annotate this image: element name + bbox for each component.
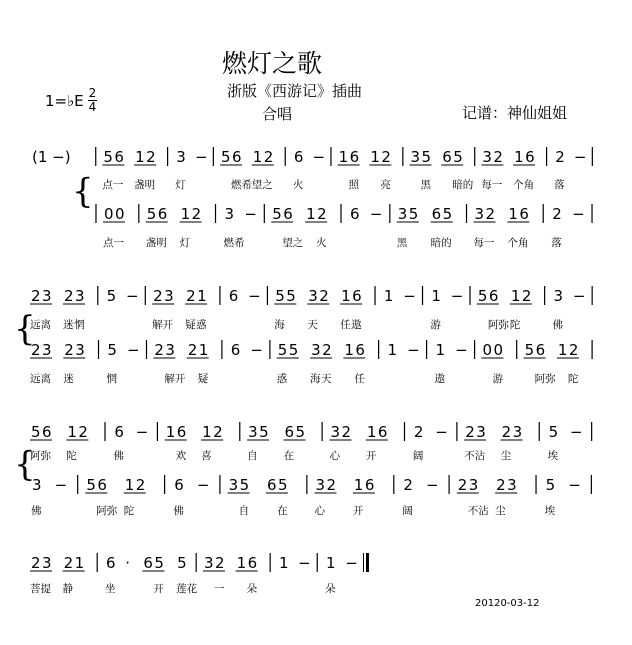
lyric-0-1-6: 黑 xyxy=(396,237,408,249)
note-s3-t0-8b: 2 xyxy=(214,554,225,572)
note-s1-t1-4: − xyxy=(126,341,140,359)
note-s2-t1-13a: 1 xyxy=(353,476,364,494)
lyric-1-0-3: 解开 xyxy=(152,319,174,331)
note-s2-t0-0a: 5 xyxy=(31,423,41,441)
lyric-2-1-3: 佛 xyxy=(173,505,184,517)
lyric-2-0-9: 阔 xyxy=(412,450,424,462)
lyric-2-0-8: 开 xyxy=(365,450,377,462)
note-s2-t0-21: 5 xyxy=(548,423,559,441)
note-s1-t0-10: − xyxy=(248,287,261,305)
note-s1-t1-6a: 2 xyxy=(154,341,164,359)
lyric-0-0-2: 灯 xyxy=(175,179,186,191)
note-s2-t1-22: − xyxy=(568,476,581,494)
lyric-2-1-5: 在 xyxy=(276,505,288,517)
note-s1-t0-13a: 3 xyxy=(308,287,318,305)
note-s0-t1-1b: 0 xyxy=(114,205,125,223)
note-s2-t0-7a: 1 xyxy=(202,423,212,441)
lyric-1-1-9: 遨 xyxy=(434,373,445,385)
lyric-1-1-5: 惑 xyxy=(276,373,288,385)
note-s1-t1-25a: 1 xyxy=(557,341,568,359)
note-s1-t0-23a: 1 xyxy=(510,287,521,305)
note-s3-t0-11: 1 xyxy=(278,554,289,572)
note-s1-t1-13b: 2 xyxy=(322,341,332,359)
note-s0-t0-13a: 1 xyxy=(338,148,349,166)
lyric-1-0-5: 惑 xyxy=(196,319,207,331)
performance-type: 合唱 xyxy=(262,105,293,123)
note-s3-t0-3: 6 xyxy=(105,554,116,572)
note-s1-t1-14b: 6 xyxy=(355,341,365,359)
note-s1-t1-1a: 2 xyxy=(64,341,74,359)
note-s2-t1-18b: 3 xyxy=(468,476,479,494)
note-s1-t0-0a: 2 xyxy=(31,287,41,305)
lyric-2-1-10: 尘 xyxy=(495,505,506,517)
note-s1-t0-4: − xyxy=(126,287,139,305)
lyric-0-0-12: 落 xyxy=(554,179,565,191)
note-s2-t1-9a: 3 xyxy=(228,476,239,494)
lyric-1-0-8: 任 xyxy=(340,319,351,331)
note-s2-t1-19b: 3 xyxy=(507,476,517,494)
note-s0-t0-20a: 1 xyxy=(514,148,524,166)
lyric-0-1-9: 个角 xyxy=(507,237,529,249)
note-s0-t1-7: − xyxy=(244,205,257,223)
note-s2-t0-0b: 6 xyxy=(42,423,52,441)
lyric-1-0-1: 迷 xyxy=(62,319,74,331)
lyric-3-0-4: 莲花 xyxy=(176,583,198,595)
system-brace-2: { xyxy=(14,444,36,485)
lyric-0-1-7: 暗的 xyxy=(430,237,452,249)
note-s0-t0-16a: 3 xyxy=(410,148,421,166)
note-s2-t0-10a: 6 xyxy=(284,423,295,441)
note-s1-t1-9: 6 xyxy=(230,341,241,359)
lyric-0-0-7: 亮 xyxy=(380,179,391,191)
lyric-0-1-8: 每一 xyxy=(473,237,495,249)
note-s1-t0-20: − xyxy=(450,287,464,305)
note-s2-t0-16: − xyxy=(435,423,448,441)
lyric-3-0-6: 朵 xyxy=(246,583,258,595)
lyric-1-1-0: 远离 xyxy=(30,373,51,385)
note-s1-t0-22b: 6 xyxy=(488,287,499,305)
note-s2-t0-19a: 2 xyxy=(501,423,512,441)
note-s0-t1-4b: 2 xyxy=(191,205,202,223)
note-s0-t1-1a: 0 xyxy=(103,205,114,223)
lyric-1-1-7: 天 xyxy=(321,373,332,385)
note-s2-t1-6: 6 xyxy=(174,476,184,494)
note-s2-t0-13a: 1 xyxy=(366,423,377,441)
lyric-2-0-12: 埃 xyxy=(547,450,559,462)
note-s0-t1-19b: 6 xyxy=(519,205,529,223)
note-s1-t1-0b: 3 xyxy=(42,341,52,359)
lyric-1-1-3: 解开 xyxy=(164,373,186,385)
lyric-1-0-13: 佛 xyxy=(552,319,564,331)
note-s1-t0-0b: 3 xyxy=(42,287,52,305)
note-s2-t1-9b: 5 xyxy=(239,476,250,494)
lyric-2-1-2: 陀 xyxy=(123,505,135,517)
lyric-1-1-11: 阿弥 xyxy=(534,373,556,385)
time-signature-bottom: 4 xyxy=(88,100,97,114)
note-s0-t1-22: − xyxy=(572,205,585,223)
note-s0-t1-16a: 6 xyxy=(431,205,442,223)
note-s0-t0-14a: 1 xyxy=(370,148,380,166)
lyric-3-0-0: 菩提 xyxy=(30,583,51,595)
lyric-1-1-4: 疑 xyxy=(197,373,209,385)
note-s3-t0-0b: 3 xyxy=(42,554,52,572)
note-s3-t0-0a: 2 xyxy=(31,554,41,572)
note-s3-t0-15: − xyxy=(345,554,358,572)
note-s2-t0-10b: 5 xyxy=(295,423,306,441)
note-s2-t1-18a: 2 xyxy=(457,476,468,494)
lyric-1-1-10: 游 xyxy=(492,373,503,385)
note-s1-t1-24a: 5 xyxy=(524,341,535,359)
lyric-0-1-1: 盏明 xyxy=(145,237,167,249)
note-s0-t0-14b: 2 xyxy=(381,148,391,166)
note-s0-t1-15b: 5 xyxy=(408,205,419,223)
note-s1-t1-22b: 0 xyxy=(493,341,504,359)
note-s1-t0-14b: 6 xyxy=(352,287,362,305)
note-s2-t0-13b: 6 xyxy=(377,423,388,441)
lyric-2-1-4: 自 xyxy=(238,505,250,517)
lyric-1-0-12: 陀 xyxy=(509,319,521,331)
note-s1-t0-1a: 2 xyxy=(63,287,74,305)
note-s3-t0-5b: 5 xyxy=(154,554,164,572)
lyric-2-1-8: 阔 xyxy=(402,505,413,517)
note-s1-t1-12b: 5 xyxy=(288,341,299,359)
note-s1-t1-0a: 2 xyxy=(31,341,41,359)
note-s3-t0-6: 5 xyxy=(177,554,187,572)
note-s0-t0-16b: 5 xyxy=(421,148,432,166)
lyric-1-0-2: 惘 xyxy=(73,319,85,331)
lyric-0-1-10: 落 xyxy=(551,237,562,249)
note-s1-t1-12a: 5 xyxy=(277,341,288,359)
lyric-0-0-6: 照 xyxy=(348,179,360,191)
note-s2-t1-21: 5 xyxy=(545,476,556,494)
note-s2-t0-1b: 2 xyxy=(78,423,88,441)
note-s2-t1-3a: 5 xyxy=(86,476,96,494)
note-s1-t0-26: − xyxy=(572,287,586,305)
note-s0-t1-6: 3 xyxy=(224,205,235,223)
note-s2-t1-1: − xyxy=(54,476,68,494)
note-s0-t0-4: 3 xyxy=(176,148,186,166)
note-s1-t0-3: 5 xyxy=(106,287,117,305)
intro-rest: (1 −) xyxy=(32,148,71,166)
lyric-2-0-5: 自 xyxy=(247,450,258,462)
note-s0-t0-2b: 2 xyxy=(146,148,156,166)
lyric-2-1-0: 佛 xyxy=(31,505,42,517)
note-s0-t0-11: − xyxy=(312,148,326,166)
lyric-3-0-7: 朵 xyxy=(325,583,336,595)
note-s1-t0-14a: 1 xyxy=(341,287,351,305)
lyric-0-0-8: 黑 xyxy=(420,179,432,191)
note-s1-t0-19: 1 xyxy=(431,287,441,305)
note-s0-t1-9b: 6 xyxy=(283,205,293,223)
lyric-3-0-5: 一 xyxy=(213,583,225,595)
lyric-2-0-4: 喜 xyxy=(201,450,212,462)
note-s2-t0-19b: 3 xyxy=(512,423,523,441)
note-s2-t0-18b: 3 xyxy=(476,423,486,441)
note-s1-t1-10: − xyxy=(250,341,263,359)
note-s1-t1-6b: 3 xyxy=(165,341,175,359)
lyric-0-0-5: 火 xyxy=(292,179,304,191)
note-s1-t0-23b: 2 xyxy=(521,287,532,305)
key-signature: 1=♭E xyxy=(45,92,84,110)
note-s0-t1-21: 2 xyxy=(552,205,562,223)
note-s1-t1-14a: 1 xyxy=(344,341,354,359)
lyric-1-1-1: 迷 xyxy=(63,373,74,385)
note-s2-t1-12a: 3 xyxy=(315,476,326,494)
note-s0-t1-3a: 5 xyxy=(146,205,157,223)
note-s2-t1-3b: 6 xyxy=(97,476,107,494)
note-s1-t1-1b: 3 xyxy=(75,341,85,359)
note-s0-t0-8b: 2 xyxy=(263,148,274,166)
lyric-1-1-12: 陀 xyxy=(567,373,579,385)
note-s3-t0-14: 1 xyxy=(326,554,336,572)
lyric-2-0-2: 佛 xyxy=(113,450,124,462)
note-s2-t1-0: 3 xyxy=(32,476,42,494)
note-s0-t0-7b: 6 xyxy=(232,148,242,166)
note-s0-t1-16b: 5 xyxy=(442,205,453,223)
note-s1-t0-7b: 1 xyxy=(197,287,207,305)
note-s0-t0-20b: 6 xyxy=(525,148,535,166)
note-s2-t1-7: − xyxy=(196,476,210,494)
note-s1-t0-12a: 5 xyxy=(275,287,285,305)
note-s1-t0-17: − xyxy=(403,287,416,305)
note-s2-t0-18a: 2 xyxy=(465,423,475,441)
note-s0-t0-19b: 2 xyxy=(493,148,503,166)
date-stamp: 20120-03-12 xyxy=(475,598,540,609)
lyric-2-1-9: 不沾 xyxy=(467,505,489,517)
lyric-1-0-10: 游 xyxy=(430,319,441,331)
note-s2-t0-6b: 6 xyxy=(176,423,187,441)
note-s2-t0-9b: 5 xyxy=(259,423,269,441)
lyric-1-0-11: 阿弥 xyxy=(487,319,509,331)
lyric-0-1-5: 火 xyxy=(316,237,327,249)
note-s1-t0-7a: 2 xyxy=(186,287,196,305)
note-s2-t0-4: − xyxy=(135,423,149,441)
lyric-1-0-6: 海 xyxy=(274,319,285,331)
note-s0-t0-1a: 5 xyxy=(103,148,113,166)
note-s1-t0-9: 6 xyxy=(228,287,239,305)
note-s1-t1-17: − xyxy=(407,341,420,359)
note-s0-t1-3b: 6 xyxy=(157,205,168,223)
note-s1-t0-6b: 3 xyxy=(164,287,174,305)
note-s1-t1-25b: 2 xyxy=(568,341,579,359)
lyric-3-0-3: 开 xyxy=(153,583,164,595)
note-s0-t1-13: − xyxy=(369,205,383,223)
time-signature-top: 2 xyxy=(88,86,97,100)
lyric-1-1-8: 任 xyxy=(354,373,365,385)
song-title: 燃灯之歌 xyxy=(222,49,323,78)
lyric-0-1-3: 燃希 xyxy=(223,237,245,249)
lyric-1-0-0: 远离 xyxy=(30,319,51,331)
lyric-3-0-1: 静 xyxy=(62,583,74,595)
lyric-1-0-9: 遨 xyxy=(351,319,362,331)
note-s0-t1-10a: 1 xyxy=(306,205,316,223)
note-s2-t1-4b: 2 xyxy=(135,476,146,494)
note-s3-t0-4: · xyxy=(125,554,130,572)
note-s3-t0-12: − xyxy=(298,554,311,572)
note-s0-t1-19a: 1 xyxy=(508,205,518,223)
note-s0-t0-5: − xyxy=(194,148,208,166)
note-s0-t1-18a: 3 xyxy=(474,205,485,223)
lyric-0-1-0: 点一 xyxy=(102,237,124,249)
note-s2-t1-10a: 6 xyxy=(266,476,277,494)
note-s1-t0-1b: 3 xyxy=(74,287,85,305)
note-s1-t0-22a: 5 xyxy=(477,287,488,305)
note-s1-t1-16: 1 xyxy=(387,341,398,359)
note-s2-t1-16: − xyxy=(426,476,439,494)
note-s0-t1-12: 6 xyxy=(349,205,360,223)
note-s2-t0-15: 2 xyxy=(413,423,424,441)
note-s1-t1-7a: 2 xyxy=(187,341,198,359)
lyric-0-1-2: 灯 xyxy=(179,237,191,249)
note-s3-t0-9b: 6 xyxy=(247,554,258,572)
system-brace-1: { xyxy=(14,309,36,349)
note-s2-t1-19a: 2 xyxy=(496,476,506,494)
note-s2-t1-10b: 5 xyxy=(277,476,288,494)
note-s2-t0-7b: 2 xyxy=(213,423,223,441)
note-s2-t0-6a: 1 xyxy=(165,423,176,441)
note-s0-t0-17b: 5 xyxy=(453,148,463,166)
note-s2-t0-12b: 2 xyxy=(341,423,352,441)
lyric-1-1-2: 惘 xyxy=(106,373,117,385)
note-s1-t1-3: 5 xyxy=(107,341,117,359)
note-s2-t0-9a: 3 xyxy=(248,423,258,441)
note-s2-t1-12b: 2 xyxy=(326,476,337,494)
song-subtitle: 浙版《西游记》插曲 xyxy=(227,82,363,100)
note-s2-t0-12a: 3 xyxy=(330,423,341,441)
lyric-0-1-4: 望之 xyxy=(282,237,304,249)
note-s1-t1-20: − xyxy=(455,341,468,359)
note-s1-t0-6a: 2 xyxy=(153,287,163,305)
note-s0-t0-22: 2 xyxy=(555,148,565,166)
note-s0-t0-23: − xyxy=(573,148,587,166)
note-s2-t0-22: − xyxy=(569,423,583,441)
lyric-3-0-2: 坐 xyxy=(104,583,116,595)
note-s2-t1-13b: 6 xyxy=(364,476,375,494)
lyric-2-0-6: 在 xyxy=(283,450,294,462)
lyric-2-0-11: 尘 xyxy=(500,450,512,462)
note-s1-t1-19: 1 xyxy=(435,341,446,359)
note-s1-t0-16: 1 xyxy=(383,287,394,305)
lyric-0-0-9: 暗的 xyxy=(452,179,474,191)
note-s3-t0-5a: 6 xyxy=(143,554,153,572)
note-s2-t1-15: 2 xyxy=(403,476,413,494)
transcriber-credit: 记谱：神仙姐姐 xyxy=(462,104,568,122)
lyric-0-0-3: 燃希 xyxy=(231,179,253,191)
note-s0-t1-10b: 2 xyxy=(317,205,327,223)
lyric-2-1-11: 埃 xyxy=(544,505,556,517)
note-s2-t0-3: 6 xyxy=(114,423,124,441)
lyric-0-0-11: 个角 xyxy=(513,179,535,191)
note-s0-t0-7a: 5 xyxy=(221,148,231,166)
note-s0-t0-8a: 1 xyxy=(252,148,263,166)
note-s1-t0-13b: 2 xyxy=(319,287,329,305)
lyric-1-1-6: 海 xyxy=(310,373,321,385)
lyric-2-0-10: 不沾 xyxy=(464,450,486,462)
note-s3-t0-1b: 1 xyxy=(74,554,85,572)
note-s0-t1-9a: 5 xyxy=(272,205,282,223)
lyric-2-0-1: 陀 xyxy=(66,450,77,462)
lyric-2-1-1: 阿弥 xyxy=(96,505,118,517)
lyric-1-0-7: 天 xyxy=(307,319,318,331)
note-s1-t0-12b: 5 xyxy=(286,287,296,305)
note-s0-t1-4a: 1 xyxy=(180,205,191,223)
system-brace-0: { xyxy=(72,171,94,212)
lyric-2-0-7: 心 xyxy=(329,450,340,462)
note-s2-t0-1a: 1 xyxy=(67,423,77,441)
lyric-1-0-4: 疑 xyxy=(185,319,196,331)
note-s2-t1-4a: 1 xyxy=(124,476,135,494)
note-s0-t0-10: 6 xyxy=(293,148,304,166)
lyric-2-1-6: 心 xyxy=(314,505,325,517)
note-s0-t1-18b: 2 xyxy=(485,205,496,223)
note-s3-t0-8a: 3 xyxy=(203,554,214,572)
note-s3-t0-9a: 1 xyxy=(236,554,247,572)
note-s0-t0-13b: 6 xyxy=(349,148,360,166)
note-s1-t0-25: 3 xyxy=(553,287,564,305)
note-s0-t0-17a: 6 xyxy=(442,148,452,166)
note-s0-t0-2a: 1 xyxy=(135,148,145,166)
note-s0-t1-15a: 3 xyxy=(397,205,408,223)
note-s1-t1-13a: 3 xyxy=(311,341,321,359)
lyric-2-0-3: 欢 xyxy=(175,450,187,462)
note-s3-t0-1a: 2 xyxy=(63,554,74,572)
note-s1-t1-7b: 1 xyxy=(198,341,209,359)
note-s1-t1-22a: 0 xyxy=(482,341,493,359)
lyric-0-0-1: 盏明 xyxy=(134,179,156,191)
note-s0-t0-19a: 3 xyxy=(482,148,492,166)
lyric-0-0-0: 点一 xyxy=(102,179,124,191)
note-s1-t1-24b: 6 xyxy=(535,341,546,359)
lyric-0-0-4: 望之 xyxy=(251,179,273,191)
lyric-2-0-0: 阿弥 xyxy=(30,450,51,462)
note-s0-t0-1b: 6 xyxy=(114,148,124,166)
lyric-0-0-10: 每一 xyxy=(481,179,503,191)
lyric-2-1-7: 开 xyxy=(352,505,364,517)
